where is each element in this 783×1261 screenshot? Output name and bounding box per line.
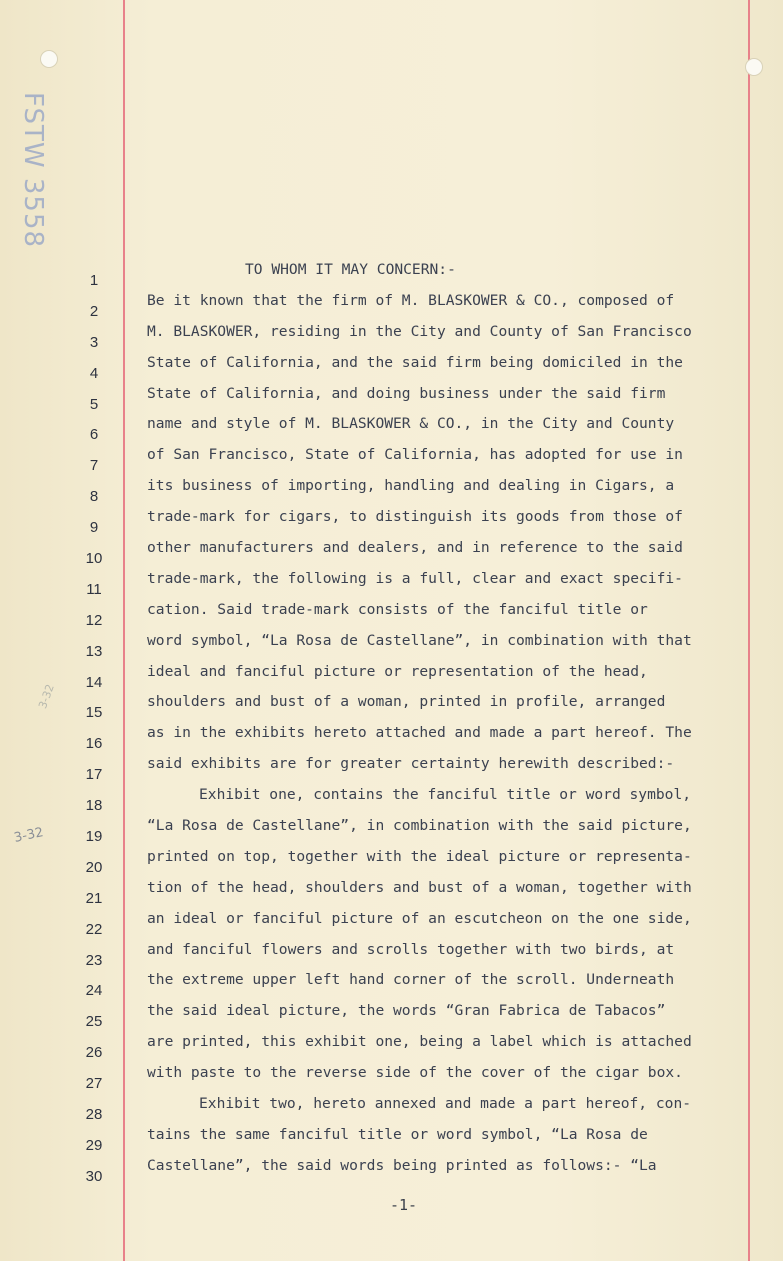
- line-number: 18: [85, 797, 103, 815]
- line-number: 8: [89, 488, 99, 506]
- line-number: 25: [85, 1013, 103, 1031]
- line-number: 26: [85, 1044, 103, 1062]
- text-line: an ideal or fanciful picture of an escutcheon on the one side,: [147, 909, 692, 927]
- text-line: tains the same fanciful title or word symbol, “La Rosa de: [147, 1125, 648, 1143]
- punch-hole-right: [745, 58, 763, 76]
- text-line: of San Francisco, State of California, has adopted for use in: [147, 446, 683, 464]
- right-margin-rule: [748, 0, 750, 1261]
- line-number: 13: [85, 642, 103, 660]
- text-line: State of California, and doing business under the said firm: [147, 384, 666, 402]
- line-number: 11: [86, 580, 102, 598]
- line-number: 5: [89, 395, 99, 413]
- pencil-note: 3-32: [12, 825, 45, 846]
- line-number: 23: [85, 951, 103, 969]
- line-number: 30: [85, 1167, 103, 1185]
- text-line: name and style of M. BLASKOWER & CO., in the City and County: [147, 415, 675, 433]
- text-line: trade-mark for cigars, to distinguish its goods from those of: [147, 508, 683, 526]
- text-line: with paste to the reverse side of the cover of the cigar box.: [147, 1064, 683, 1082]
- text-line: “La Rosa de Castellane”, in combination with the said picture,: [147, 817, 692, 835]
- text-line: Exhibit one, contains the fanciful title or word symbol,: [199, 786, 692, 804]
- line-number: 2: [89, 302, 99, 320]
- pencil-note-faint: 3-32: [36, 682, 57, 711]
- side-stamp-note: FSTW 3558: [18, 92, 48, 249]
- line-number: 24: [85, 982, 103, 1000]
- line-number: 16: [85, 735, 103, 753]
- line-number: 28: [85, 1106, 103, 1124]
- text-line: cation. Said trade-mark consists of the fanciful title or: [147, 600, 648, 618]
- line-number-column: [74, 266, 114, 1193]
- line-number: 12: [85, 611, 103, 629]
- page-number: -1-: [390, 1196, 418, 1214]
- text-line: printed on top, together with the ideal picture or representa-: [147, 847, 692, 865]
- punch-hole-left: [40, 50, 58, 68]
- line-number: 3: [89, 333, 99, 351]
- text-line: word symbol, “La Rosa de Castellane”, in combination with that: [147, 631, 692, 649]
- line-number: 29: [85, 1136, 103, 1154]
- text-line: are printed, this exhibit one, being a label which is attached: [147, 1033, 692, 1051]
- text-line: trade-mark, the following is a full, clear and exact specifi-: [147, 569, 683, 587]
- line-number: 7: [89, 457, 99, 475]
- text-line: Castellane”, the said words being printed as follows:- “La: [147, 1156, 657, 1174]
- text-line: the said ideal picture, the words “Gran Fabrica de Tabacos”: [147, 1002, 666, 1020]
- text-line: its business of importing, handling and dealing in Cigars, a: [147, 477, 675, 495]
- line-number: 4: [89, 364, 99, 382]
- text-line: and fanciful flowers and scrolls together with two birds, at: [147, 940, 675, 958]
- line-number: 22: [85, 920, 103, 938]
- text-line: Be it known that the firm of M. BLASKOWER & CO., composed of: [147, 291, 675, 309]
- text-line: Exhibit two, hereto annexed and made a part hereof, con-: [199, 1095, 692, 1113]
- line-number: 20: [85, 858, 103, 876]
- line-number: 17: [85, 766, 103, 784]
- text-line: other manufacturers and dealers, and in reference to the said: [147, 539, 683, 557]
- line-number: 15: [85, 704, 103, 722]
- line-number: 10: [85, 550, 103, 568]
- left-margin-rule: [123, 0, 125, 1261]
- line-number: 27: [85, 1075, 103, 1093]
- typed-body-text: [147, 255, 747, 1182]
- text-line: the extreme upper left hand corner of the scroll. Underneath: [147, 971, 675, 989]
- text-line: said exhibits are for greater certainty herewith described:-: [147, 755, 675, 773]
- line-number: 1: [89, 272, 99, 289]
- line-number: 19: [85, 828, 103, 846]
- text-line: M. BLASKOWER, residing in the City and County of San Francisco: [147, 322, 692, 340]
- line-number: 9: [89, 519, 99, 537]
- text-line: State of California, and the said firm being domiciled in the: [147, 353, 683, 371]
- text-line: shoulders and bust of a woman, printed in profile, arranged: [147, 693, 666, 711]
- text-line: tion of the head, shoulders and bust of a woman, together with: [147, 878, 692, 896]
- text-line: as in the exhibits hereto attached and made a part hereof. The: [147, 724, 692, 742]
- line-number: 6: [89, 426, 99, 444]
- salutation-line: TO WHOM IT MAY CONCERN:-: [245, 261, 456, 278]
- line-number: 14: [85, 673, 103, 691]
- line-number: 21: [85, 889, 103, 907]
- text-line: ideal and fanciful picture or representation of the head,: [147, 662, 648, 680]
